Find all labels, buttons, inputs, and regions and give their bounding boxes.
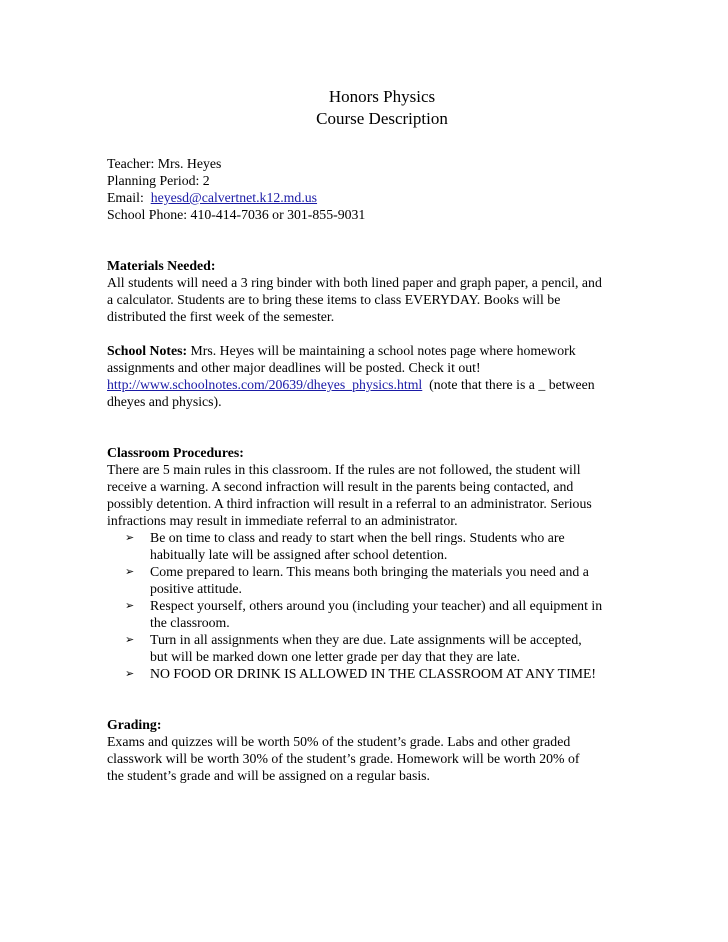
school-notes-heading: School Notes: bbox=[107, 343, 188, 358]
school-notes-paragraph bbox=[107, 342, 627, 410]
procedures-line: infractions may result in immediate referral to an administrator. bbox=[107, 513, 458, 528]
course-subtitle: Course Description bbox=[316, 109, 448, 128]
arrowhead-bullet-icon: ➢ bbox=[125, 565, 135, 578]
rule-line: the classroom. bbox=[150, 615, 230, 630]
rules-list bbox=[107, 529, 627, 682]
rule-line: Come prepared to learn. This means both bringing the materials you need and a bbox=[150, 564, 589, 579]
procedures-paragraph bbox=[107, 461, 627, 529]
rule-line: NO FOOD OR DRINK IS ALLOWED IN THE CLASSROOM AT ANY TIME! bbox=[150, 666, 596, 681]
materials-paragraph bbox=[107, 274, 627, 325]
notes-line bbox=[107, 342, 627, 359]
notes-text: Mrs. Heyes will be maintaining a school notes page where homework bbox=[187, 343, 576, 358]
rule-line: Be on time to class and ready to start when the bell rings. Students who are bbox=[150, 530, 565, 545]
course-title: Honors Physics bbox=[328, 87, 436, 106]
grading-paragraph bbox=[107, 733, 627, 784]
arrowhead-bullet-icon: ➢ bbox=[125, 633, 135, 646]
grading-line: Exams and quizzes will be worth 50% of the student’s grade. Labs and other graded bbox=[107, 734, 571, 749]
phone-line: School Phone: 410-414-7036 or 301-855-9031 bbox=[107, 207, 366, 222]
rule-item bbox=[107, 631, 627, 665]
arrowhead-bullet-icon: ➢ bbox=[125, 599, 135, 612]
materials-line: distributed the first week of the semester. bbox=[107, 309, 335, 324]
rule-line: Turn in all assignments when they are due. Late assignments will be accepted, bbox=[150, 632, 582, 647]
rule-item bbox=[107, 597, 627, 631]
rule-line: habitually late will be assigned after school detention. bbox=[150, 547, 448, 562]
materials-section bbox=[107, 257, 627, 325]
grading-line: classwork will be worth 30% of the student’s grade. Homework will be worth 20% of bbox=[107, 751, 580, 766]
materials-line: a calculator. Students are to bring these items to class EVERYDAY. Books will be bbox=[107, 292, 561, 307]
procedures-section bbox=[107, 444, 627, 682]
procedures-line: There are 5 main rules in this classroom. If the rules are not followed, the student will bbox=[107, 462, 581, 477]
notes-line bbox=[107, 376, 627, 393]
materials-line: All students will need a 3 ring binder with both lined paper and graph paper, a pencil, and bbox=[107, 275, 602, 290]
email-link[interactable]: heyesd@calvertnet.k12.md.us bbox=[150, 190, 318, 205]
grading-section bbox=[107, 716, 627, 784]
title-block bbox=[137, 86, 627, 130]
arrowhead-bullet-icon: ➢ bbox=[125, 531, 135, 544]
rule-item bbox=[107, 563, 627, 597]
notes-line: dheyes and physics). bbox=[107, 394, 222, 409]
materials-heading: Materials Needed: bbox=[107, 258, 216, 273]
teacher-line: Teacher: Mrs. Heyes bbox=[107, 156, 222, 171]
school-notes-link[interactable]: http://www.schoolnotes.com/20639/dheyes_physics.html bbox=[107, 377, 423, 392]
email-line bbox=[107, 189, 627, 206]
planning-period-line: Planning Period: 2 bbox=[107, 173, 210, 188]
procedures-line: possibly detention. A third infraction will result in a referral to an administrator. Serious bbox=[107, 496, 592, 511]
school-notes-section bbox=[107, 342, 627, 410]
notes-line: assignments and other major deadlines will be posted. Check it out! bbox=[107, 360, 481, 375]
rule-line: positive attitude. bbox=[150, 581, 242, 596]
document-body bbox=[107, 86, 627, 784]
notes-url-after: (note that there is a _ between bbox=[422, 377, 595, 392]
grading-heading: Grading: bbox=[107, 717, 162, 732]
rule-item bbox=[107, 665, 627, 682]
procedures-heading: Classroom Procedures: bbox=[107, 445, 244, 460]
email-label: Email: bbox=[107, 190, 151, 205]
teacher-info bbox=[107, 155, 627, 223]
rule-line: but will be marked down one letter grade per day that they are late. bbox=[150, 649, 521, 664]
arrowhead-bullet-icon: ➢ bbox=[125, 667, 135, 680]
rule-item bbox=[107, 529, 627, 563]
procedures-line: receive a warning. A second infraction will result in the parents being contacted, and bbox=[107, 479, 574, 494]
rule-line: Respect yourself, others around you (including your teacher) and all equipment in bbox=[150, 598, 603, 613]
grading-line: the student’s grade and will be assigned on a regular basis. bbox=[107, 768, 430, 783]
